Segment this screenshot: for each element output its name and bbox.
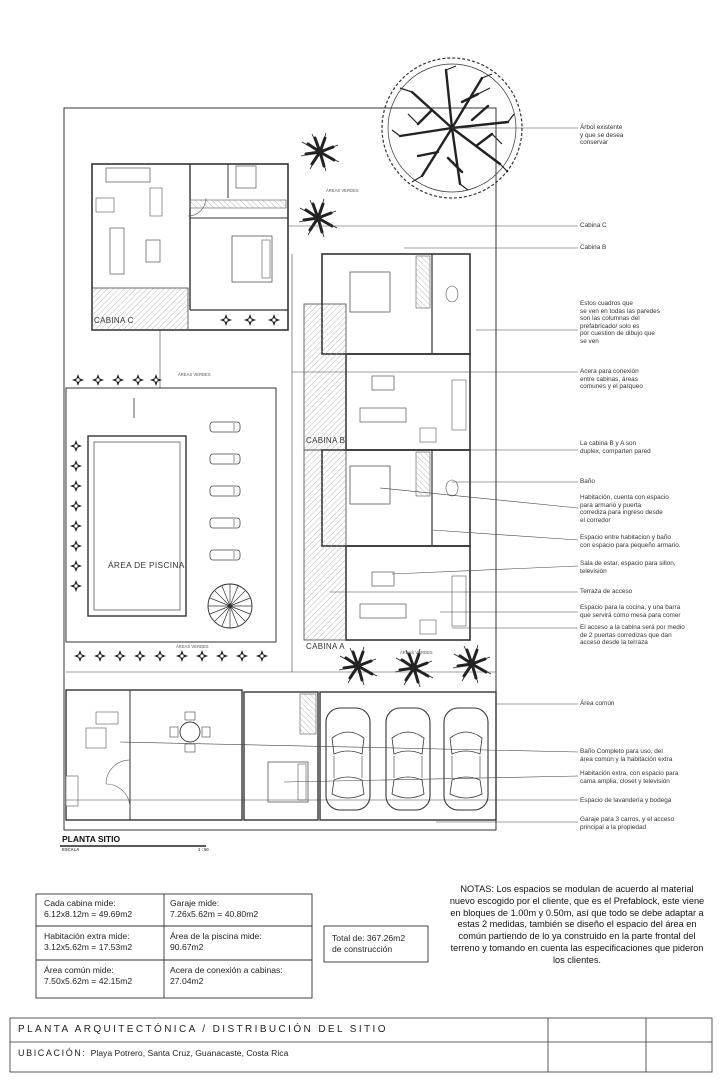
design-notes: NOTAS: Los espacios se modulan de acuerdo al material nuevo escogido por el cliente, que es el Prefablock, este viene en bloques de 1.00m y 0.50m, así que todo se debe adaptar a estas 2 medidas, también se diseño el espacio del área en común partiendo de lo ya construido en la parte frontal del terreno y tomando en cuenta las especificaciones que pideron los clientes. xyxy=(449,884,705,965)
plan-title: PLANTA SITIO xyxy=(62,834,121,844)
annotation-common-area: Área común xyxy=(580,700,615,707)
annotation-walkway: Acera para conexión entre cabinas, áreas comunes y el parqueo xyxy=(580,368,643,391)
annotation-bedroom: Habitación, cuenta con espacio para armario y puerta corrediza para ingreso desde el corredor xyxy=(580,494,669,524)
area-pool: Área de la piscina mide: 90.67m2 xyxy=(170,931,262,952)
area-garage: Garaje mide: 7.26x5.62m = 40.80m2 xyxy=(170,898,259,919)
garage-plan xyxy=(320,692,496,820)
annotation-cabina-b: Cabina B xyxy=(580,244,607,251)
cabina-b-plan xyxy=(304,254,470,450)
annotation-full-bath: Baño Completo para uso, del área común y la habitación extra xyxy=(580,748,673,763)
location-line xyxy=(18,1048,288,1058)
annotation-cabina-c: Cabina C xyxy=(580,222,607,229)
annotation-tree: Árbol existente y que se desea conservar xyxy=(580,124,624,147)
cabina-a-label: CABINA A xyxy=(306,642,345,651)
cabina-c-plan xyxy=(92,164,288,330)
area-cabin: Cada cabina mide: 6.12x8.12m = 49.69m2 xyxy=(44,898,133,919)
annotation-garage: Garaje para 3 carros, y el acceso principal a la propiedad xyxy=(580,816,675,831)
green-area-label: ÁREAS VERDES xyxy=(176,644,209,649)
annotation-terrace: Terraza de acceso xyxy=(580,588,633,595)
annotation-laundry: Espacio de lavandería y bodega xyxy=(580,797,672,804)
green-area-label: ÁREAS VERDES xyxy=(326,188,359,193)
cabina-a-plan xyxy=(304,450,470,640)
area-total: Total de: 367.26m2 de construcción xyxy=(332,933,406,954)
annotation-kitchen: Espacio para la cocina, y una barra que servirá como mesa para comer xyxy=(580,604,681,619)
pool-area-plan xyxy=(66,388,276,642)
scale-label: ESCALA xyxy=(62,847,80,852)
cabina-b-label: CABINA B xyxy=(306,436,346,445)
annotation-duplex: La cabina B y A son duplex, comparten pared xyxy=(580,440,651,455)
common-area-plan xyxy=(66,690,242,820)
green-area-label: ÁREAS VERDES xyxy=(400,650,433,655)
annotation-closet-space: Espacio entre habitacion y baño con espacio para pequeño armario. xyxy=(580,534,681,549)
cabina-c-label: CABINA C xyxy=(94,316,134,325)
location-label: UBICACIÓN: xyxy=(18,1048,87,1058)
area-common: Área común mide: 7.50x5.62m = 42.15m2 xyxy=(44,965,133,986)
sheet-title: PLANTA ARQUITECTÓNICA / DISTRIBUCIÓN DEL SITIO xyxy=(18,1024,388,1035)
area-extra-room: Habitación extra mide: 3.12x5.62m = 17.53m2 xyxy=(44,931,133,952)
pool-label: ÁREA DE PISCINA xyxy=(108,560,185,570)
area-walkway: Acera de conexión a cabinas: 27.04m2 xyxy=(170,965,283,986)
location-value: Playa Potrero, Santa Cruz, Guanacaste, Costa Rica xyxy=(90,1048,289,1058)
annotation-columns: Estos cuadros que se ven en todas las paredes son las columnas del prefabricado/ solo es por cuestion de dibujo que se ven xyxy=(580,300,660,345)
green-area-label: ÁREAS VERDES xyxy=(178,372,211,377)
annotation-bathroom: Baño xyxy=(580,478,595,485)
annotation-living: Sala de estar, espacio para sillon, televisión xyxy=(580,560,676,575)
extra-room-plan xyxy=(244,692,318,820)
annotation-extra-room: Habitación extra, con espacio para cama amplia, closet y televisión xyxy=(580,770,679,785)
scale-value: 1 : 50 xyxy=(198,847,209,852)
annotation-access: El acceso a la cabina será por medio de 2 puertas corredizas que dan acceso desde la terraza xyxy=(580,624,685,647)
